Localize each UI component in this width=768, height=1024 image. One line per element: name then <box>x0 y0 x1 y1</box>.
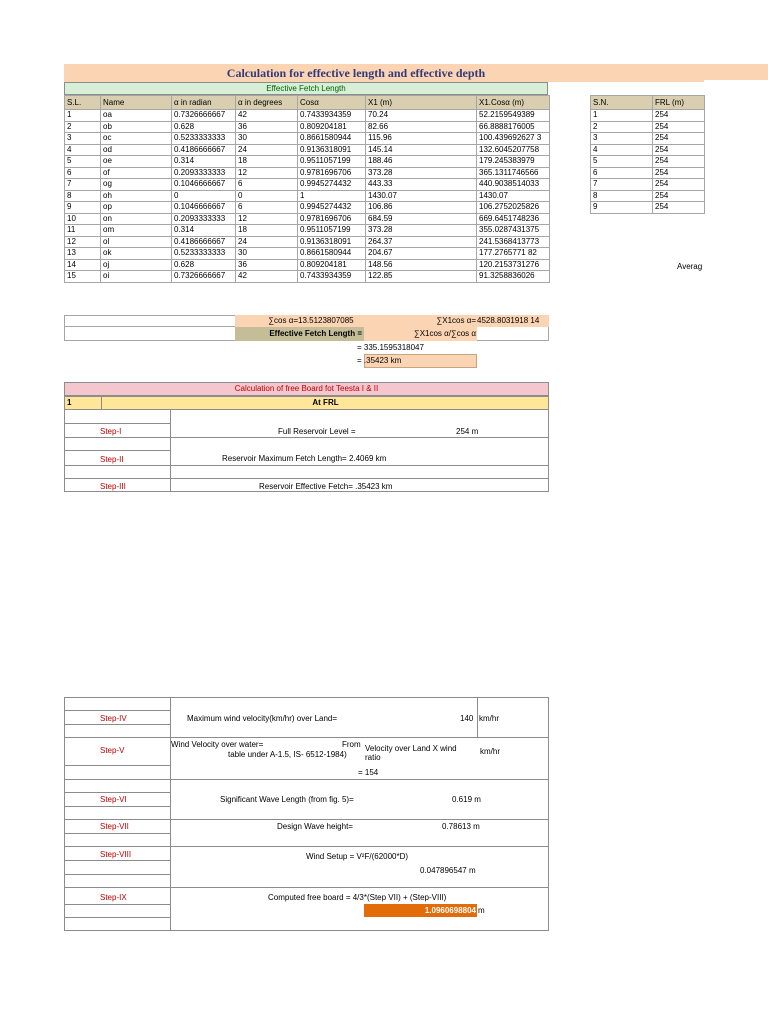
eff-fetch-eq2: = .35423 km <box>357 356 402 365</box>
step-1-text: Full Reservoir Level = <box>278 427 356 436</box>
table-cell[interactable]: 1430.07 <box>366 190 477 202</box>
step-5-text1: Wind Velocity over water= <box>171 740 264 749</box>
table-cell[interactable]: 0.2093333333 <box>172 213 236 225</box>
table-cell[interactable]: of <box>101 167 172 179</box>
step-1-label: Step-I <box>100 427 122 436</box>
frl-section-row <box>64 396 549 410</box>
table-cell[interactable]: 0.628 <box>172 121 236 133</box>
step-9-value: 1.0960698804 <box>424 906 476 915</box>
table-cell[interactable]: 355.0287431375 <box>477 225 550 237</box>
step-1-value: 254 m <box>456 427 479 436</box>
table-cell[interactable]: 12 <box>236 167 298 179</box>
table-row <box>65 156 550 168</box>
table-row <box>65 271 550 283</box>
table-row <box>591 179 705 191</box>
table-cell[interactable]: 11 <box>65 225 101 237</box>
table-cell[interactable]: 148.56 <box>366 259 477 271</box>
table-cell[interactable]: 10 <box>65 213 101 225</box>
step-5-unit: km/hr <box>480 747 500 756</box>
step-6-text: Significant Wave Length (from fig. 5)= <box>220 795 354 804</box>
table-cell[interactable]: 443.33 <box>366 179 477 191</box>
frl-header-row <box>591 96 705 110</box>
column-header: S.L. <box>65 96 101 110</box>
column-header: α in radian <box>172 96 236 110</box>
table-cell[interactable]: 440.9038514033 <box>477 179 550 191</box>
table-cell[interactable]: 0.5233333333 <box>172 248 236 260</box>
table-cell[interactable]: 373.28 <box>366 167 477 179</box>
table-cell[interactable]: 0.9136318091 <box>298 236 366 248</box>
sum-cos-value: 13.5123807085 <box>298 316 354 325</box>
table-cell[interactable]: 0 <box>172 190 236 202</box>
table-cell[interactable]: 373.28 <box>366 225 477 237</box>
table-header-row <box>65 96 550 110</box>
table-cell[interactable]: 70.24 <box>366 110 477 122</box>
table-cell[interactable]: op <box>101 202 172 214</box>
table-cell[interactable]: od <box>101 144 172 156</box>
table-cell[interactable]: 5 <box>65 156 101 168</box>
table-cell[interactable]: ob <box>101 121 172 133</box>
table-cell[interactable]: 684.59 <box>366 213 477 225</box>
column-header: FRL (m) <box>653 96 705 110</box>
frl-table <box>590 95 705 214</box>
table-cell[interactable]: 254 <box>653 202 705 214</box>
table-cell[interactable]: 24 <box>236 144 298 156</box>
table-cell[interactable]: og <box>101 179 172 191</box>
table-cell[interactable]: oc <box>101 133 172 145</box>
table-cell[interactable]: 13 <box>65 248 101 260</box>
table-cell[interactable]: 115.96 <box>366 133 477 145</box>
table-cell[interactable]: 254 <box>653 110 705 122</box>
table-row <box>65 213 550 225</box>
eff-fetch-formula: ∑X1cos α/∑cos α <box>413 329 476 338</box>
step-2-label: Step-II <box>100 455 124 464</box>
table-cell[interactable]: on <box>101 213 172 225</box>
table-cell[interactable]: 0.7326666667 <box>172 110 236 122</box>
table-row <box>65 236 550 248</box>
table-cell[interactable]: 36 <box>236 121 298 133</box>
step-9-unit: m <box>478 906 485 915</box>
table-cell[interactable]: 120.2153731276 <box>477 259 550 271</box>
table-cell[interactable]: 0.9945274432 <box>298 179 366 191</box>
table-cell[interactable]: oj <box>101 259 172 271</box>
table-cell[interactable]: 5 <box>591 156 653 168</box>
table-cell[interactable]: 145.14 <box>366 144 477 156</box>
table-cell[interactable]: 177.2765771 82 <box>477 248 550 260</box>
table-cell[interactable]: om <box>101 225 172 237</box>
step-5-result: = 154 <box>358 768 379 777</box>
table-cell[interactable]: 254 <box>653 144 705 156</box>
table-cell[interactable]: ol <box>101 236 172 248</box>
table-cell[interactable]: 0.1046666667 <box>172 202 236 214</box>
table-cell[interactable]: 365.1311746566 <box>477 167 550 179</box>
table-cell[interactable]: 0.9511057199 <box>298 225 366 237</box>
step-8-value: 0.047896547 m <box>420 866 476 875</box>
freeboard-title: Calculation of free Board fot Teesta I & II <box>64 382 549 396</box>
table-cell[interactable]: 188.46 <box>366 156 477 168</box>
table-cell[interactable]: 18 <box>236 156 298 168</box>
column-header: Name <box>101 96 172 110</box>
title-band-extension <box>704 64 768 80</box>
table-cell[interactable]: 2 <box>591 121 653 133</box>
table-cell[interactable]: 9 <box>65 202 101 214</box>
step-4-unit: km/hr <box>479 714 499 723</box>
table-row <box>591 190 705 202</box>
table-cell[interactable]: 132.6045207758 <box>477 144 550 156</box>
table-row <box>591 202 705 214</box>
table-cell[interactable]: 179.245383979 <box>477 156 550 168</box>
table-cell[interactable]: 0.9781696706 <box>298 167 366 179</box>
table-cell[interactable]: 0.9511057199 <box>298 156 366 168</box>
eff-fetch-label: Effective Fetch Length = <box>269 329 362 338</box>
column-header: X1 (m) <box>366 96 477 110</box>
step-4-text: Maximum wind velocity(km/hr) over Land= <box>187 714 338 723</box>
table-cell[interactable]: 254 <box>653 167 705 179</box>
column-header: S.N. <box>591 96 653 110</box>
table-cell[interactable]: 2 <box>65 121 101 133</box>
table-row <box>65 167 550 179</box>
table-cell[interactable]: 4 <box>65 144 101 156</box>
step-9-text: Computed free board = 4/3*(Step VII) + (Step-VIII) <box>268 893 447 902</box>
table-cell[interactable]: 0.9945274432 <box>298 202 366 214</box>
table-row <box>65 133 550 145</box>
table-cell[interactable]: 0.7433934359 <box>298 271 366 283</box>
table-row <box>65 121 550 133</box>
table-cell[interactable]: 8 <box>65 190 101 202</box>
table-cell[interactable]: oh <box>101 190 172 202</box>
table-cell[interactable]: 0.809204181 <box>298 121 366 133</box>
step-7-label: Step-VII <box>100 822 129 831</box>
table-cell[interactable]: 6 <box>591 167 653 179</box>
table-cell[interactable]: 0.314 <box>172 225 236 237</box>
average-label: Averag <box>677 262 703 271</box>
sum-x1cos-value: 4528.8031918 14 <box>477 316 540 325</box>
table-row <box>65 259 550 271</box>
table-cell[interactable]: 0.7433934359 <box>298 110 366 122</box>
fetch-table-subtitle: Effective Fetch Length <box>64 82 548 95</box>
table-cell[interactable]: 6 <box>236 202 298 214</box>
table-cell[interactable]: 0.4186666667 <box>172 236 236 248</box>
table-cell[interactable]: 9 <box>591 202 653 214</box>
table-row <box>591 121 705 133</box>
table-cell[interactable]: 0.809204181 <box>298 259 366 271</box>
table-cell[interactable]: 42 <box>236 110 298 122</box>
table-cell[interactable]: 0.4186666667 <box>172 144 236 156</box>
table-cell[interactable]: 42 <box>236 271 298 283</box>
step-5-label: Step-V <box>100 746 125 755</box>
table-cell[interactable]: 254 <box>653 121 705 133</box>
step-9-label: Step-IX <box>100 893 127 902</box>
table-row <box>65 110 550 122</box>
step-3-label: Step-III <box>100 482 126 491</box>
step-6-label: Step-VI <box>100 795 127 804</box>
table-cell[interactable]: 0.5233333333 <box>172 133 236 145</box>
step-2-text: Reservoir Maximum Fetch Length= 2.4069 km <box>222 454 387 463</box>
column-header: Cosα <box>298 96 366 110</box>
step-4-value: 140 <box>460 714 474 723</box>
column-header: α in degrees <box>236 96 298 110</box>
table-cell[interactable]: 14 <box>65 259 101 271</box>
table-cell[interactable]: 122.85 <box>366 271 477 283</box>
table-cell[interactable]: 0.1046666667 <box>172 179 236 191</box>
table-row <box>65 179 550 191</box>
table-cell[interactable]: 4 <box>591 144 653 156</box>
table-cell[interactable]: 264.37 <box>366 236 477 248</box>
table-cell[interactable]: oe <box>101 156 172 168</box>
table-cell[interactable]: 0.7326666667 <box>172 271 236 283</box>
table-cell[interactable]: 204.67 <box>366 248 477 260</box>
table-cell[interactable]: 18 <box>236 225 298 237</box>
eff-fetch-eq1: = 335.1595318047 <box>357 343 424 352</box>
table-cell[interactable]: 7 <box>591 179 653 191</box>
section-label: At FRL <box>312 398 339 407</box>
table-cell[interactable]: 7 <box>65 179 101 191</box>
step-5-text2: table under A-1.5, IS- 6512-1984) <box>228 750 347 759</box>
table-cell[interactable]: 0.8661580944 <box>298 248 366 260</box>
table-cell[interactable]: 30 <box>236 133 298 145</box>
table-cell[interactable]: 52.2159549389 <box>477 110 550 122</box>
fetch-table <box>64 95 550 283</box>
step-8-label: Step-VIII <box>100 850 132 859</box>
table-cell[interactable]: 0.314 <box>172 156 236 168</box>
table-cell[interactable]: ok <box>101 248 172 260</box>
step-4-label: Step-IV <box>100 714 127 723</box>
step-6-value: 0.619 m <box>452 795 481 804</box>
table-cell[interactable]: 0.9781696706 <box>298 213 366 225</box>
table-row <box>591 156 705 168</box>
table-cell[interactable]: 254 <box>653 133 705 145</box>
step-8-text: Wind Setup = V²F/(62000*D) <box>306 852 409 861</box>
section-number: 1 <box>67 398 72 407</box>
table-row <box>65 225 550 237</box>
table-cell[interactable]: 669.6451748236 <box>477 213 550 225</box>
table-cell[interactable]: 0.2093333333 <box>172 167 236 179</box>
table-cell[interactable]: 0 <box>236 190 298 202</box>
table-row <box>65 202 550 214</box>
table-cell[interactable]: 3 <box>591 133 653 145</box>
table-cell[interactable]: 254 <box>653 190 705 202</box>
table-row <box>65 144 550 156</box>
table-row <box>591 110 705 122</box>
table-cell[interactable]: 12 <box>65 236 101 248</box>
table-cell[interactable]: 254 <box>653 156 705 168</box>
table-row <box>591 167 705 179</box>
step-7-value: 0.78613 m <box>442 822 480 831</box>
table-cell[interactable]: 254 <box>653 179 705 191</box>
table-row <box>65 190 550 202</box>
table-cell[interactable]: 15 <box>65 271 101 283</box>
table-cell[interactable]: 3 <box>65 133 101 145</box>
table-cell[interactable]: 100.439692627 3 <box>477 133 550 145</box>
table-cell[interactable]: oi <box>101 271 172 283</box>
table-cell[interactable]: 0.628 <box>172 259 236 271</box>
table-cell[interactable]: 1430.07 <box>477 190 550 202</box>
table-cell[interactable]: 241.5368413773 <box>477 236 550 248</box>
step-5-text1b: From <box>342 740 361 749</box>
table-cell[interactable]: 82.66 <box>366 121 477 133</box>
table-cell[interactable]: 6 <box>236 179 298 191</box>
table-cell[interactable]: 106.86 <box>366 202 477 214</box>
table-cell[interactable]: 1 <box>65 110 101 122</box>
table-cell[interactable]: 12 <box>236 213 298 225</box>
table-cell[interactable]: 0.8661580944 <box>298 133 366 145</box>
table-cell[interactable]: 8 <box>591 190 653 202</box>
table-cell[interactable]: 30 <box>236 248 298 260</box>
table-cell[interactable]: 106.2752025826 <box>477 202 550 214</box>
page-title: Calculation for effective length and effective depth <box>226 66 486 80</box>
table-cell[interactable]: 1 <box>591 110 653 122</box>
table-cell[interactable]: 36 <box>236 259 298 271</box>
table-cell[interactable]: 91.3258836026 <box>477 271 550 283</box>
table-cell[interactable]: 0.9136318091 <box>298 144 366 156</box>
sum-cos-label: ∑cos α= <box>268 316 298 325</box>
table-cell[interactable]: 1 <box>298 190 366 202</box>
step-5-text3: Velocity over Land X wind ratio <box>365 744 457 762</box>
table-row <box>65 248 550 260</box>
table-cell[interactable]: 24 <box>236 236 298 248</box>
table-cell[interactable]: oa <box>101 110 172 122</box>
step-3-text: Reservoir Effective Fetch= .35423 km <box>259 482 393 491</box>
sum-x1cos-label: ∑X1cos α= <box>436 316 476 325</box>
table-row <box>591 144 705 156</box>
table-cell[interactable]: 66.8888176005 <box>477 121 550 133</box>
table-cell[interactable]: 6 <box>65 167 101 179</box>
column-header: X1.Cosα (m) <box>477 96 550 110</box>
table-row <box>591 133 705 145</box>
step-7-text: Design Wave height= <box>277 822 353 831</box>
